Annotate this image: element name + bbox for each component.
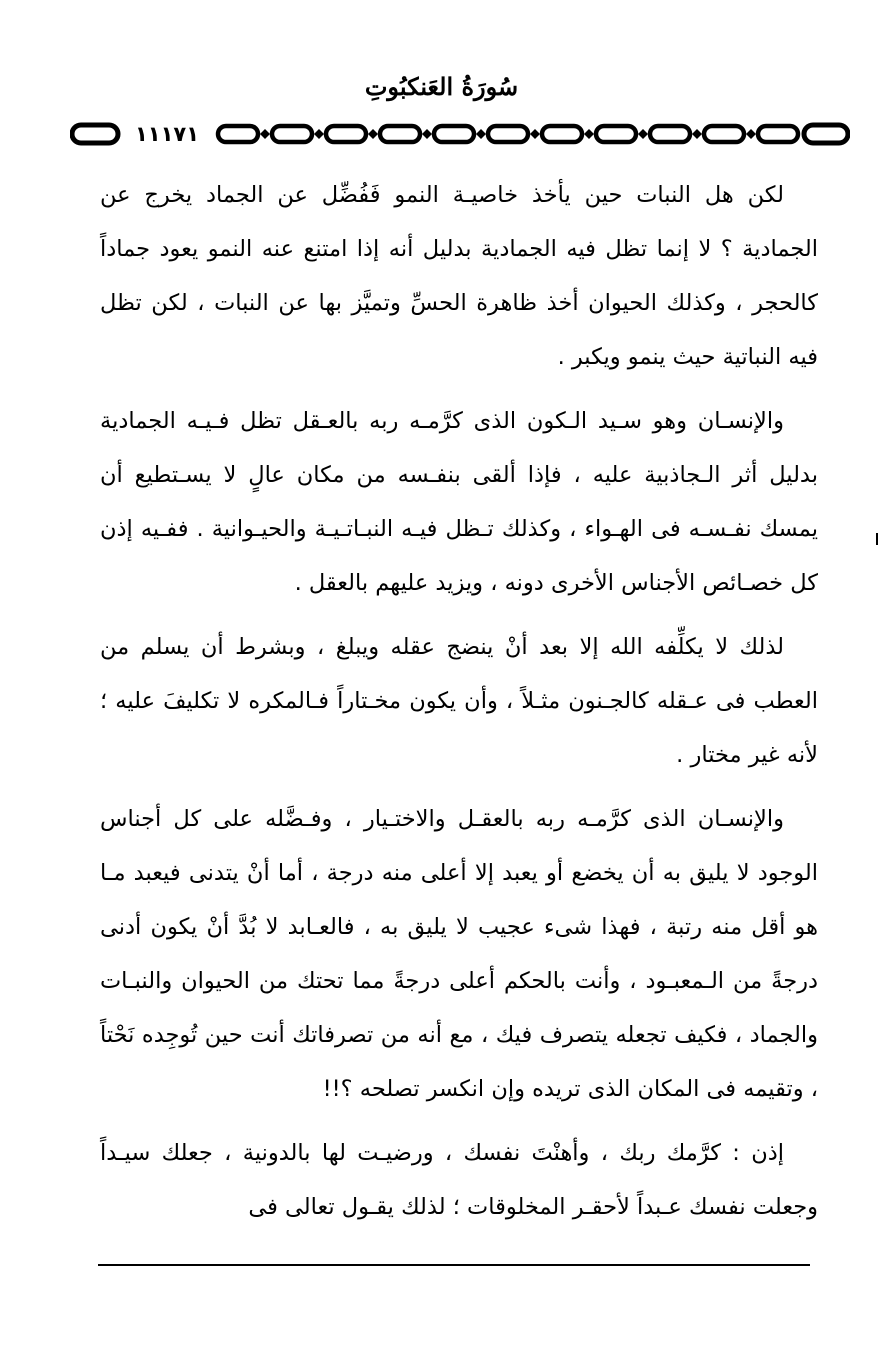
paragraph: لكن هل النبات حين يأخذ خاصيـة النمو فَفُضِّل عن الجماد يخرج عن الجمادية ؟ لا إنما تظل فيه الجمادية بدليل أنه إذا امتنع عنه النمو يعود جماداً كالحجر ، وكذلك الحيوان أخذ ظاهرة الحسِّ وتميَّز بها عن النبات ، لكن تظل فيه النباتية حيث ينمو ويكبر . — [100, 182, 818, 370]
header-ornament-rule — [70, 118, 850, 150]
paragraph: والإنسـان وهو سـيد الـكون الذى كرَّمـه ربه بالعـقل تظل فـيـه الجمادية بدليل أثر الـجاذبية عليه ، فإذا ألقى بنفـسه من مكان عالٍ لا يسـتطيع أن يمسك نفـسـه فى الهـواء ، وكذلك تـظل فيـه النبـاتـيـة والحيـوانية . ففـيه إذن كل خصـائص الأجناس الأخرى دونه ، ويزيد عليهم بالعقل . — [100, 408, 818, 596]
footer-rule — [98, 1264, 810, 1266]
margin-mark — [876, 533, 878, 545]
page-number: ١١١٧١ — [122, 118, 212, 150]
surah-title: سُورَةُ العَنكبُوتِ — [364, 72, 519, 101]
page-body-text — [100, 168, 818, 1244]
paragraph: والإنسـان الذى كرَّمـه ربه بالعقـل والاختـيار ، وفـضَّله على كل أجناس الوجود لا يليق به أن يخضع أو يعبد إلا أعلى منه درجة ، أما أنْ يتدنى فيعبد مـا هو أقل منه رتبة ، فهذا شىء عجيب لا يليق به ، فالعـابد لا بُدَّ أنْ يكون أدنى درجةً من الـمعبـود ، وأنت بالحكم أعلى درجةً مما تحتك من الحيوان والنبـات والجماد ، فكيف تجعله يتصرف فيك ، مع أنه من تصرفاتك أنت حين تُوجِده نَحْتاً ، وتقيمه فى المكان الذى تريده وإن انكسر تصلحه ؟!! — [100, 806, 818, 1102]
paragraph: لذلك لا يكلِّفه الله إلا بعد أنْ ينضج عقله ويبلغ ، وبشرط أن يسلم من العطب فى عـقله كالجـنون مثـلاً ، وأن يكون مخـتاراً فـالمكره لا تكليفَ عليه ؛ لأنه غير مختار . — [100, 634, 818, 768]
paragraph: إذن : كرَّمك ربك ، وأهنْتَ نفسك ، ورضيـت لها بالدونية ، جعلك سيـداً وجعلت نفسك عـبداً لأحقـر المخلوقات ؛ لذلك يقـول تعالى فى — [100, 1140, 818, 1220]
